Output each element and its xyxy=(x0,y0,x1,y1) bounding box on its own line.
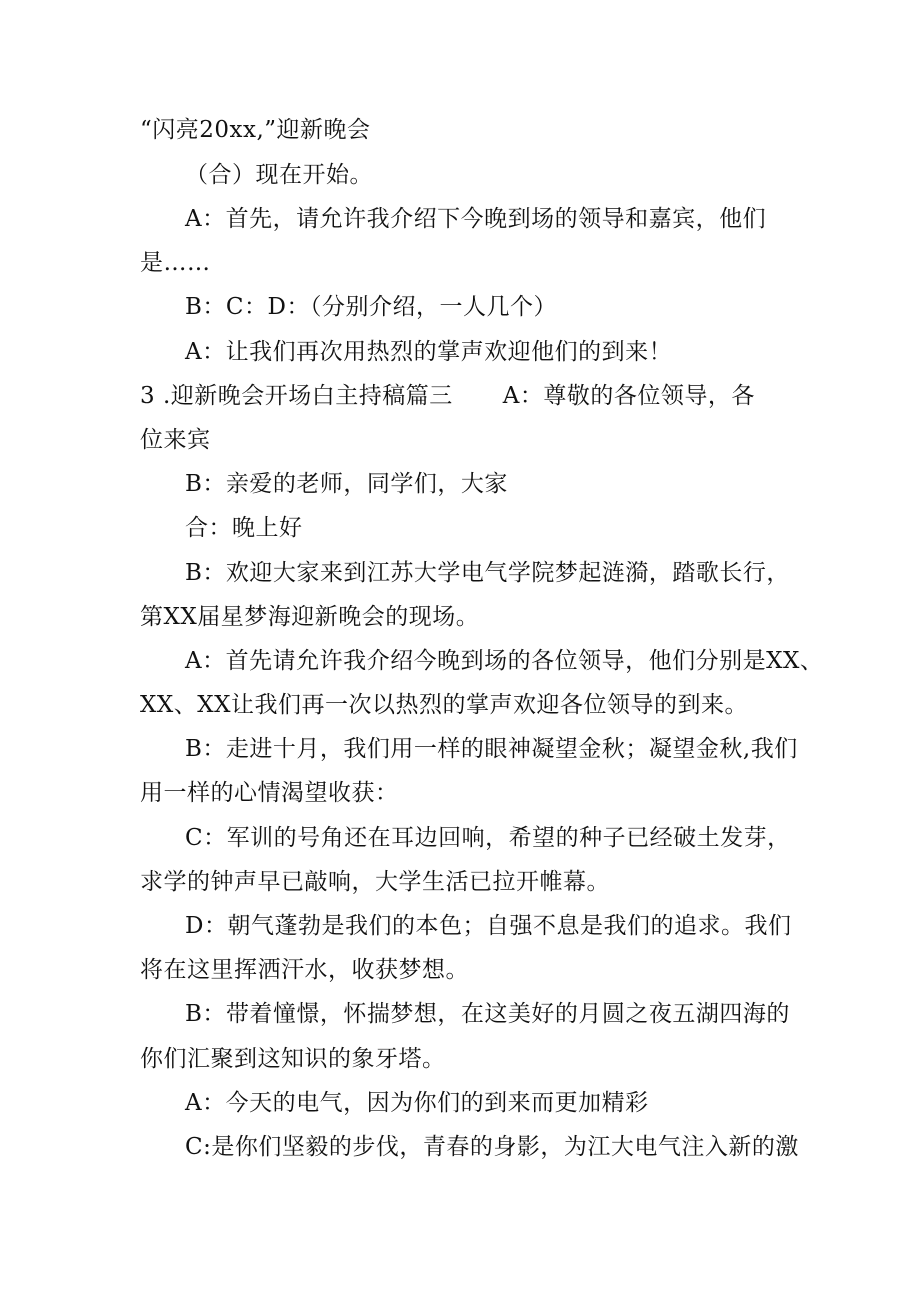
text-line: A：首先，请允许我介绍下今晚到场的领导和嘉宾，他们 xyxy=(185,206,767,232)
text-line: A：首先请允许我介绍今晚到场的各位领导，他们分别是XX、 xyxy=(185,648,824,674)
text-line: XX、XX让我们再一次以热烈的掌声欢迎各位领导的到来。 xyxy=(140,692,748,718)
section-heading: 3 .迎新晚会开场白主持稿篇三 xyxy=(140,383,453,409)
text-line: 将在这里挥洒汗水，收获梦想。 xyxy=(140,957,469,983)
text-line: C:是你们坚毅的步伐，青春的身影，为江大电气注入新的激 xyxy=(185,1134,799,1160)
text-line: 位来宾 xyxy=(140,427,211,453)
text-line: D：朝气蓬勃是我们的本色；自强不息是我们的追求。我们 xyxy=(185,913,792,939)
text-line: （合）现在开始。 xyxy=(185,162,373,188)
text-line: B：走进十月，我们用一样的眼神凝望金秋；凝望金秋,我们 xyxy=(185,736,798,762)
text-fragment: A：尊敬的各位领导，各 xyxy=(502,383,755,409)
text-line: 用一样的心情渴望收获： xyxy=(140,780,399,806)
text-line: B：带着憧憬，怀揣梦想，在这美好的月圆之夜五湖四海的 xyxy=(185,1001,790,1027)
text-line: 第XX届星梦海迎新晚会的现场。 xyxy=(140,604,480,630)
text-line: 是…… xyxy=(140,250,211,276)
section-heading-line xyxy=(140,381,755,411)
text-line: 你们汇聚到这知识的象牙塔。 xyxy=(140,1046,446,1072)
text-line: C：军训的号角还在耳边回响，希望的种子已经破土发芽， xyxy=(185,825,791,851)
text-line: B：亲爱的老师，同学们，大家 xyxy=(185,471,508,497)
text-line: B：C：D：（分别介绍，一人几个） xyxy=(185,294,557,320)
text-line: 合：晚上好 xyxy=(185,515,303,541)
text-line: A：让我们再次用热烈的掌声欢迎他们的到来！ xyxy=(185,339,673,365)
title-line: “闪亮20xx,”迎新晚会 xyxy=(140,117,371,143)
text-line: A：今天的电气，因为你们的到来而更加精彩 xyxy=(185,1090,649,1116)
text-line: B：欢迎大家来到江苏大学电气学院梦起涟漪，踏歌长行， xyxy=(185,560,790,586)
text-line: 求学的钟声早已敲响，大学生活已拉开帷幕。 xyxy=(140,869,610,895)
